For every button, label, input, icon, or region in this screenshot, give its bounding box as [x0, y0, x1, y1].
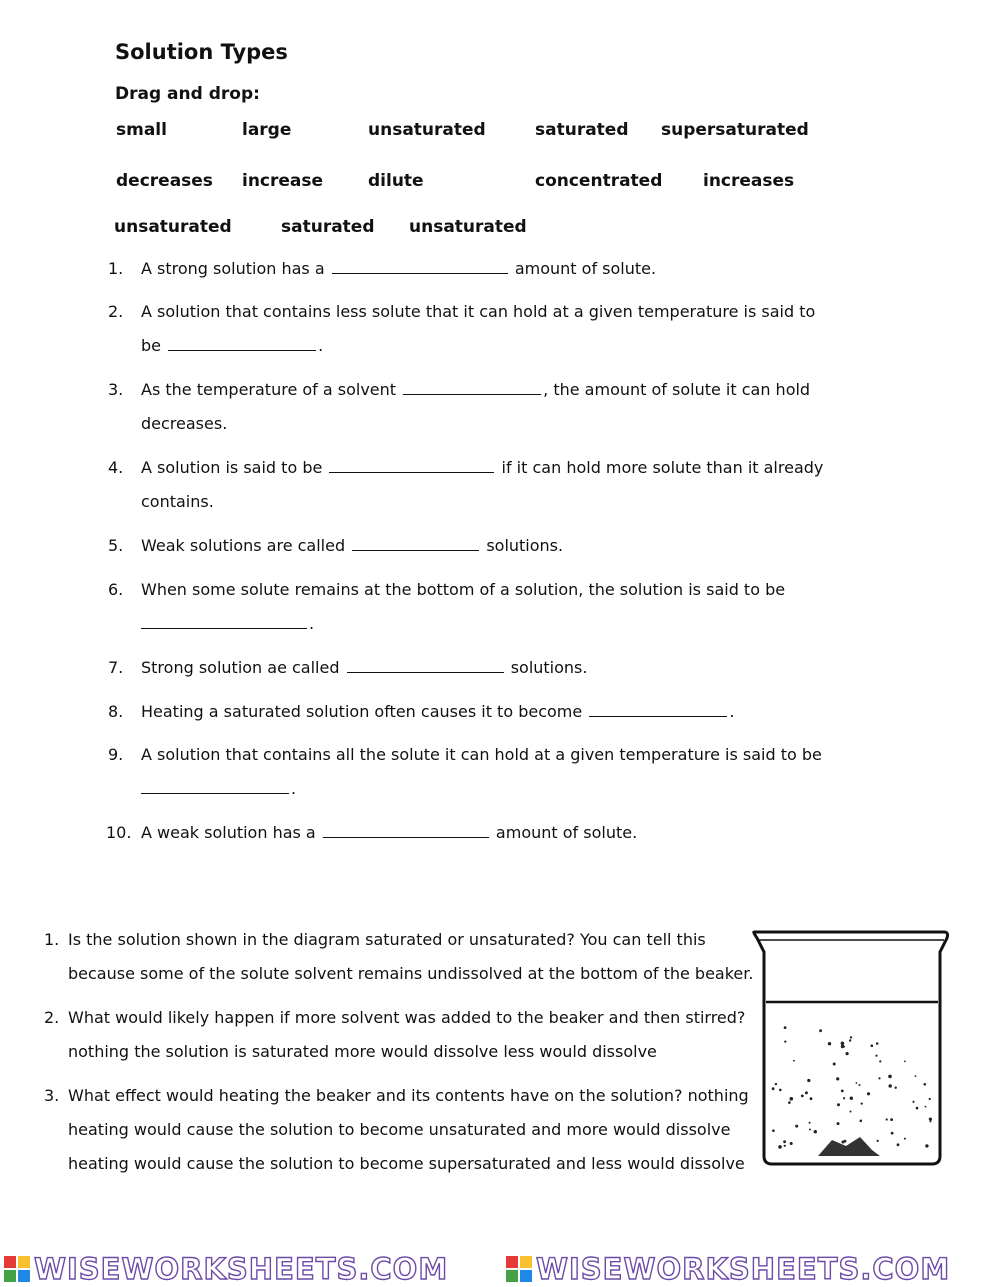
solute-particle [930, 1120, 932, 1122]
drag-drop-label: Drag and drop: [115, 84, 260, 104]
question-text: Is the solution shown in the diagram saturated or unsaturated? You can tell this [68, 930, 706, 949]
question-text: . [309, 614, 315, 633]
word-chip[interactable]: unsaturated [114, 217, 232, 237]
solute-particle [890, 1118, 893, 1121]
beaker-illustration [748, 924, 952, 1170]
solute-particle [837, 1122, 840, 1125]
solute-particle [810, 1097, 813, 1100]
question-number: 6. [108, 580, 124, 599]
word-chip[interactable]: small [116, 120, 167, 140]
solute-particle [819, 1029, 822, 1032]
word-chip[interactable]: dilute [368, 171, 424, 191]
question-text: , the amount of solute it can hold [543, 380, 811, 399]
solute-particle [878, 1077, 880, 1079]
solute-particle [775, 1083, 777, 1085]
solute-particle [859, 1084, 861, 1086]
solute-particle [850, 1111, 852, 1113]
logo-icon [506, 1256, 532, 1282]
question-number: 2. [44, 1008, 60, 1027]
solute-particle [929, 1118, 932, 1121]
question-text: When some solute remains at the bottom of a solution, the solution is said to be [141, 580, 786, 599]
question-number: 5. [108, 536, 124, 555]
solute-particle [814, 1130, 817, 1133]
solute-particle [888, 1075, 892, 1079]
solute-particle [904, 1138, 906, 1140]
question-number: 7. [108, 658, 124, 677]
solute-particle [929, 1098, 931, 1100]
solute-particle [833, 1063, 836, 1066]
solute-particle [871, 1044, 874, 1047]
solute-particle [778, 1145, 782, 1149]
solute-particle [784, 1145, 786, 1147]
solute-particle [904, 1061, 906, 1063]
answer-blank[interactable] [323, 822, 489, 838]
solute-particle [916, 1107, 919, 1110]
footer-watermark [0, 1252, 1000, 1287]
solute-particle [915, 1075, 917, 1077]
answer-blank[interactable] [403, 379, 541, 395]
answer-option[interactable]: the solution is saturated [134, 1042, 330, 1061]
answer-blank[interactable] [168, 335, 316, 351]
word-chip[interactable]: supersaturated [661, 120, 809, 140]
question-text: solutions. [510, 658, 588, 677]
question-text: Strong solution ae called [141, 658, 340, 677]
question-text: A strong solution has a [141, 259, 325, 278]
solute-particle [784, 1041, 786, 1043]
solute-particle [850, 1036, 852, 1038]
question-text: contains. [141, 492, 214, 511]
answer-option[interactable]: less would dissolve [503, 1042, 657, 1061]
question-text: amount of solute. [495, 823, 638, 842]
solute-particle [850, 1097, 853, 1100]
solute-particle [805, 1091, 808, 1094]
word-chip[interactable]: increases [703, 171, 795, 191]
solute-particle [925, 1106, 927, 1108]
solute-particle [912, 1101, 914, 1103]
solute-particle [841, 1090, 844, 1093]
solute-particle [783, 1140, 786, 1143]
word-chip[interactable]: large [242, 120, 292, 140]
solute-particle [856, 1082, 858, 1084]
solute-particle [772, 1129, 775, 1132]
answer-option[interactable]: nothing [687, 1086, 749, 1105]
answer-option[interactable]: heating would cause the solution to become unsaturated and more would dissolve [68, 1120, 731, 1139]
solute-particle [879, 1060, 881, 1062]
answer-blank[interactable] [352, 535, 479, 551]
brand-text: WISEWORKSHEETS.COM [536, 1252, 951, 1286]
answer-blank[interactable] [589, 701, 727, 717]
question-text: decreases. [141, 414, 228, 433]
solute-particle [895, 1087, 897, 1089]
solute-particle [876, 1042, 879, 1045]
question-number: 3. [108, 380, 124, 399]
solute-particle [841, 1042, 845, 1046]
solute-particle [788, 1101, 791, 1104]
answer-blank[interactable] [141, 778, 289, 794]
question-number: 3. [44, 1086, 60, 1105]
logo-icon [4, 1256, 30, 1282]
answer-blank[interactable] [332, 258, 508, 274]
solute-particle [924, 1083, 927, 1086]
answer-blank[interactable] [141, 613, 307, 629]
word-chip[interactable]: decreases [116, 171, 213, 191]
question-text: A weak solution has a [141, 823, 316, 842]
question-text: amount of solute. [514, 259, 657, 278]
question-text: As the temperature of a solvent [141, 380, 397, 399]
question-text: be [141, 336, 161, 355]
question-number: 1. [108, 259, 124, 278]
solute-particle [843, 1097, 845, 1099]
solute-particle [772, 1087, 775, 1090]
question-text: . [729, 702, 735, 721]
word-chip[interactable]: concentrated [535, 171, 663, 191]
question-number: 2. [108, 302, 124, 321]
question-text: A solution that contains all the solute it can hold at a given temperature is said to be [141, 745, 822, 764]
solute-particle [801, 1095, 804, 1098]
brand-text: WISEWORKSHEETS.COM [34, 1252, 449, 1286]
answer-blank[interactable] [347, 657, 504, 673]
question-text: if it can hold more solute than it already [501, 458, 824, 477]
question-number: 4. [108, 458, 124, 477]
solute-particle [841, 1045, 845, 1049]
solute-particle [875, 1055, 877, 1057]
solute-particle [779, 1089, 782, 1092]
question-text: A solution is said to be [141, 458, 323, 477]
word-chip[interactable]: saturated [281, 217, 375, 237]
solute-particle [860, 1120, 863, 1123]
question-number: 8. [108, 702, 124, 721]
solute-particle [889, 1084, 892, 1087]
solute-particle [925, 1144, 928, 1147]
question-text: . [318, 336, 324, 355]
word-chip[interactable]: saturated [535, 120, 629, 140]
answer-blank[interactable] [329, 457, 494, 473]
solute-particle [886, 1118, 888, 1120]
solute-particle [877, 1140, 879, 1142]
question-text: What effect would heating the beaker and its contents have on the solution? [68, 1086, 683, 1105]
question-text: . [291, 779, 297, 798]
question-text: because some of the solute solvent remains undissolved at the bottom of the beaker. [68, 964, 754, 983]
solute-particle [795, 1125, 798, 1128]
solute-particle [861, 1103, 863, 1105]
solute-particle [849, 1039, 851, 1041]
solute-particle [897, 1143, 900, 1146]
solute-particle [846, 1052, 849, 1055]
solute-particle [809, 1129, 811, 1131]
solute-particle [837, 1103, 840, 1106]
question-text: A solution that contains less solute that it can hold at a given temperature is said to [141, 302, 816, 321]
question-text: Weak solutions are called [141, 536, 346, 555]
question-number: 1. [44, 930, 60, 949]
question-text: Heating a saturated solution often causes it to become [141, 702, 583, 721]
solute-particle [793, 1060, 795, 1062]
word-chip[interactable]: unsaturated [409, 217, 527, 237]
solute-particle [784, 1026, 787, 1029]
page-title: Solution Types [115, 40, 288, 64]
solute-particle [807, 1079, 810, 1082]
solute-particle [809, 1122, 811, 1124]
solute-particle [790, 1142, 793, 1145]
question-text: solutions. [486, 536, 564, 555]
word-chip[interactable]: increase [242, 171, 324, 191]
question-text: What would likely happen if more solvent was added to the beaker and then stirred? [68, 1008, 746, 1027]
solute-particle [836, 1077, 839, 1080]
question-number: 10. [106, 823, 132, 842]
solute-particle [867, 1092, 870, 1095]
word-chip[interactable]: unsaturated [368, 120, 486, 140]
answer-option[interactable]: more would dissolve [334, 1042, 499, 1061]
question-number: 9. [108, 745, 124, 764]
solute-particle [891, 1132, 894, 1135]
solute-particle [790, 1097, 794, 1101]
answer-option[interactable]: nothing [68, 1042, 130, 1061]
answer-option[interactable]: heating would cause the solution to become supersaturated and less would dissolve [68, 1154, 745, 1173]
solute-particle [842, 1141, 845, 1144]
solute-particle [828, 1042, 831, 1045]
